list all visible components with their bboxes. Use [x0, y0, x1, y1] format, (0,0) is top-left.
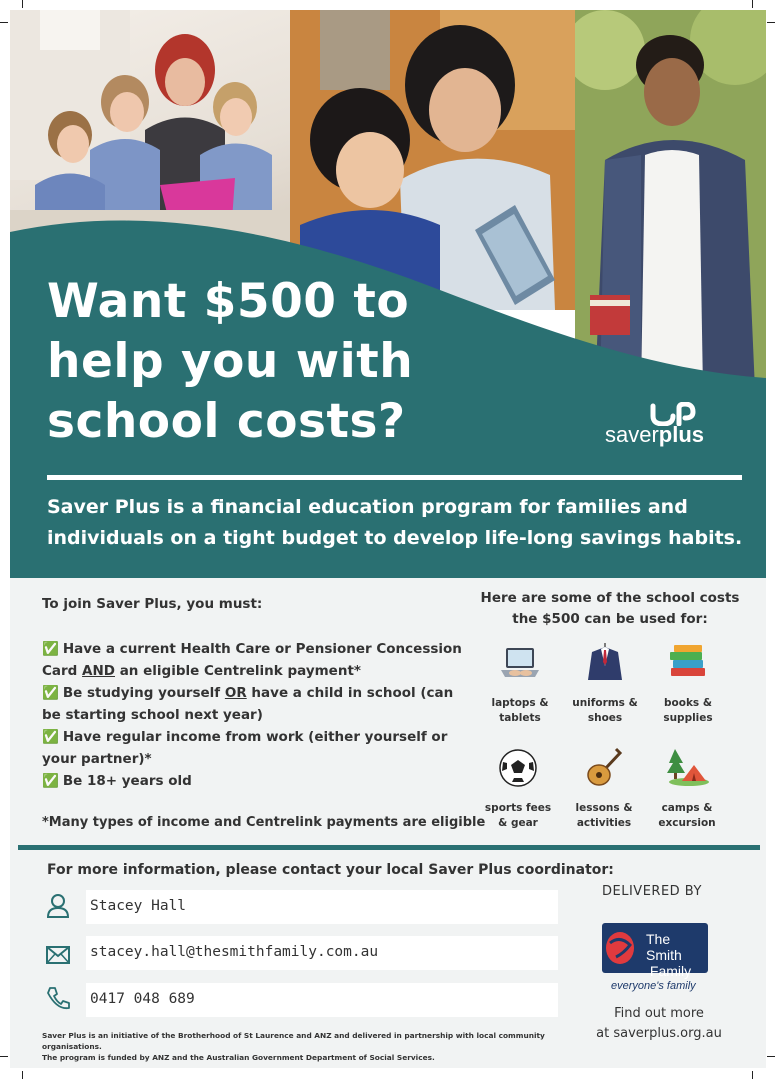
cost-item-lessons [564, 745, 644, 831]
soccer-ball-icon [495, 745, 541, 791]
requirement-item [42, 726, 472, 770]
divider-teal [18, 845, 760, 850]
headline [47, 272, 567, 452]
costs-title-line-1: Here are some of the school costs [480, 590, 740, 606]
check-icon: ✅ [42, 773, 59, 789]
crop-mark [22, 0, 23, 8]
crop-mark [767, 22, 775, 23]
smith-family-hands-icon [602, 923, 646, 973]
tent-icon [664, 745, 710, 791]
cost-item-books [648, 640, 728, 726]
cost-item-camps [647, 745, 727, 831]
cost-label: camps & excursion [658, 802, 716, 829]
cost-item-uniforms [565, 640, 645, 726]
requirements-title: To join Saver Plus, you must: [42, 596, 263, 612]
saver-plus-logo [605, 402, 715, 450]
crop-mark [0, 22, 8, 23]
check-icon: ✅ [42, 729, 59, 745]
requirements-note: *Many types of income and Centrelink payments are eligible [42, 815, 486, 830]
fine-print-line-2: The program is funded by ANZ and the Australian Government Department of Social Services. [42, 1053, 435, 1062]
requirement-text: Have regular income from work (either yourself or your partner)* [42, 729, 448, 767]
cost-label: laptops & tablets [491, 697, 549, 724]
mail-icon [45, 942, 71, 968]
requirement-item [42, 770, 472, 792]
cost-label: lessons & activities [575, 802, 633, 829]
requirements-list [42, 638, 472, 792]
requirement-text: an eligible Centrelink payment* [115, 663, 361, 679]
cost-label: uniforms & shoes [572, 697, 638, 724]
delivered-by-label: DELIVERED BY [602, 884, 702, 899]
person-icon [45, 893, 71, 919]
cost-label: sports fees & gear [484, 802, 552, 829]
headline-line-3: school costs? [47, 394, 406, 449]
smith-family-name: The Smith Family [646, 931, 692, 979]
requirement-emphasis: AND [82, 663, 115, 679]
smith-family-tagline: everyone's family [611, 980, 696, 992]
requirement-text: Have a current Health Care or Pensioner Concession Card [42, 641, 462, 679]
requirement-item [42, 682, 472, 726]
smith-family-logo [602, 923, 708, 979]
check-icon: ✅ [42, 685, 59, 701]
costs-title-line-2: the $500 can be used for: [512, 611, 708, 627]
contact-title: For more information, please contact your local Saver Plus coordinator: [47, 862, 614, 878]
logo-wordmark [605, 422, 704, 448]
phone-icon [45, 985, 71, 1011]
divider-white [47, 475, 742, 480]
costs-title [478, 588, 742, 630]
logo-word-plus: plus [658, 422, 705, 447]
find-out-more [594, 1004, 724, 1044]
books-icon [665, 640, 711, 686]
cost-item-laptops [480, 640, 560, 726]
crop-mark [767, 1056, 775, 1057]
laptop-icon [497, 640, 543, 686]
website-link[interactable]: at saverplus.org.au [596, 1026, 722, 1041]
requirement-text: have a child in school (can be starting school next year) [42, 685, 454, 723]
cost-label: books & supplies [663, 697, 713, 724]
headline-line-1: Want $500 to [47, 274, 410, 329]
check-icon: ✅ [42, 641, 59, 657]
headline-line-2: help you with [47, 334, 414, 389]
contact-phone-field[interactable]: 0417 048 689 [86, 983, 558, 1017]
contact-name-field: Stacey Hall [86, 890, 558, 924]
crop-mark [752, 0, 753, 8]
cost-item-sports [478, 745, 558, 831]
requirement-text: Be 18+ years old [62, 773, 192, 789]
contact-email-field[interactable]: stacey.hall@thesmithfamily.com.au [86, 936, 558, 970]
crop-mark [22, 1071, 23, 1079]
fine-print-line-1: Saver Plus is an initiative of the Brotherhood of St Laurence and ANZ and delivered in partnership with local community organisations. [42, 1031, 545, 1051]
intro-text: Saver Plus is a financial education program for families and individuals on a tight budget to develop life-long savings habits. [47, 496, 743, 549]
fine-print [42, 1030, 587, 1063]
requirement-text: Be studying yourself [62, 685, 225, 701]
logo-word-saver: saver [605, 422, 659, 447]
crop-mark [752, 1071, 753, 1079]
uniform-icon [582, 640, 628, 686]
guitar-icon [581, 745, 627, 791]
find-out-more-line-1: Find out more [614, 1006, 704, 1021]
requirement-emphasis: OR [224, 685, 247, 701]
requirement-item [42, 638, 472, 682]
crop-mark [0, 1056, 8, 1057]
